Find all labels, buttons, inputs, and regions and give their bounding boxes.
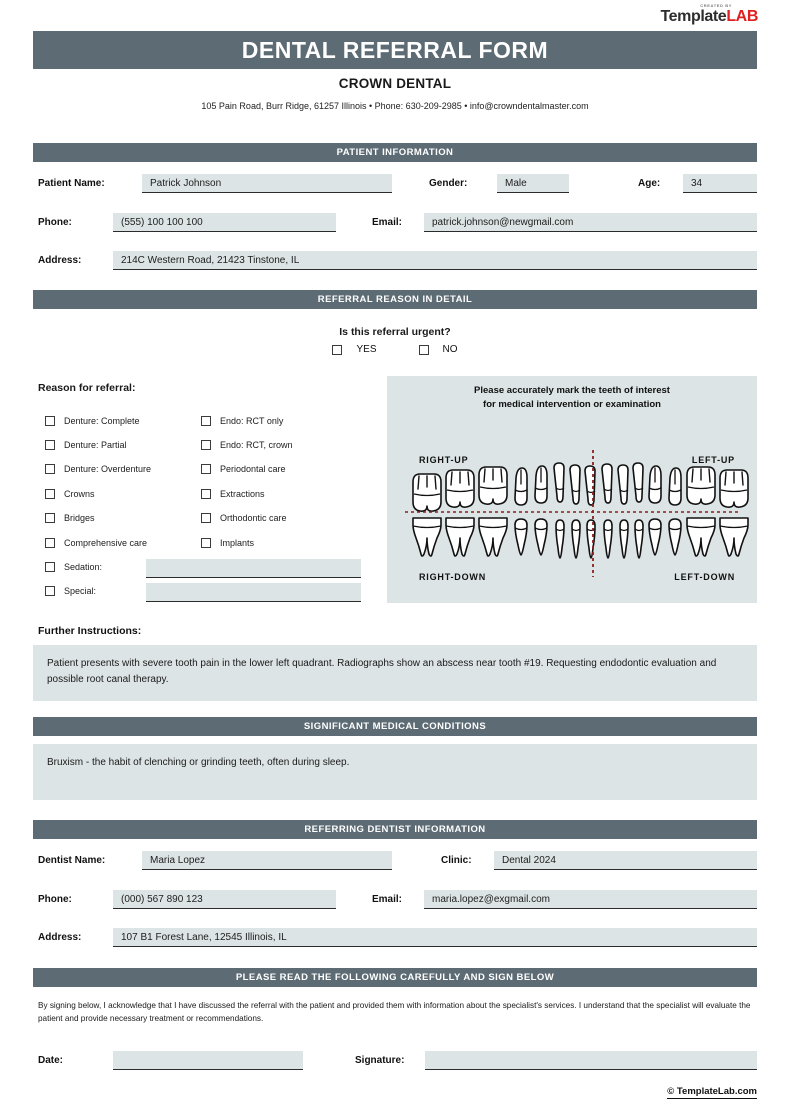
- quadrant-label-right-up: RIGHT-UP: [419, 455, 469, 465]
- checkbox-special[interactable]: [45, 586, 55, 596]
- patient-email-input[interactable]: patrick.johnson@newgmail.com: [424, 213, 757, 232]
- reason-option-sedation[interactable]: [45, 562, 102, 572]
- checkbox-extractions[interactable]: [201, 489, 211, 499]
- logo-word-lab: LAB: [726, 8, 758, 25]
- checkbox-denture-complete[interactable]: [45, 416, 55, 426]
- footer-copyright[interactable]: © TemplateLab.com: [667, 1086, 757, 1097]
- section-header-referral-reason-text: REFERRAL REASON IN DETAIL: [317, 294, 473, 305]
- page-title-text: DENTAL REFERRAL FORM: [241, 36, 549, 63]
- patient-address-label: Address:: [38, 255, 82, 266]
- further-instructions-textarea[interactable]: Patient presents with severe tooth pain in the lower left quadrant. Radiographs show an abscess near tooth #19. Requesting endodontic evaluation and possible root canal therapy.: [33, 645, 757, 701]
- reason-option-label: Crowns: [64, 489, 95, 499]
- reason-option-implants[interactable]: [201, 538, 254, 548]
- reason-option-label: Endo: RCT only: [220, 416, 284, 426]
- patient-gender-input[interactable]: Male: [497, 174, 569, 193]
- dentist-clinic-label: Clinic:: [441, 855, 472, 866]
- urgent-no-checkbox[interactable]: [419, 345, 429, 355]
- checkbox-crowns[interactable]: [45, 489, 55, 499]
- reason-option-orthodontic-care[interactable]: [201, 513, 287, 523]
- reason-option-denture-complete[interactable]: [45, 416, 140, 426]
- reason-option-extractions[interactable]: [201, 489, 265, 499]
- further-instructions-label: Further Instructions:: [38, 625, 142, 637]
- reason-option-label: Comprehensive care: [64, 538, 148, 548]
- reason-option-crowns[interactable]: [45, 489, 95, 499]
- urgent-options-row: [0, 344, 790, 355]
- patient-name-input[interactable]: Patrick Johnson: [142, 174, 392, 193]
- patient-address-input[interactable]: 214C Western Road, 21423 Tinstone, IL: [113, 251, 757, 270]
- teeth-caption-line1: Please accurately mark the teeth of interest: [474, 385, 670, 396]
- urgent-no-label: NO: [442, 344, 458, 355]
- special-label: Special:: [64, 586, 97, 596]
- checkbox-bridges[interactable]: [45, 513, 55, 523]
- reason-option-label: Extractions: [220, 489, 265, 499]
- section-header-referral-reason: [33, 290, 757, 309]
- sedation-input[interactable]: [146, 559, 361, 578]
- reason-option-label: Denture: Partial: [64, 440, 127, 450]
- date-input[interactable]: [113, 1051, 303, 1070]
- clinic-name: CROWN DENTAL: [338, 76, 452, 91]
- reason-option-denture-partial[interactable]: [45, 440, 127, 450]
- reason-option-label: Implants: [220, 538, 255, 548]
- teeth-diagram-svg[interactable]: [387, 376, 757, 603]
- checkbox-endo-rct-crown[interactable]: [201, 440, 211, 450]
- logo-kicker: CREATED BY: [700, 3, 732, 8]
- reason-option-comprehensive-care[interactable]: [45, 538, 147, 548]
- logo-word-template: Template: [660, 8, 727, 25]
- section-header-patient-text: PATIENT INFORMATION: [336, 147, 454, 158]
- checkbox-periodontal-care[interactable]: [201, 464, 211, 474]
- patient-phone-input[interactable]: (555) 100 100 100: [113, 213, 336, 232]
- reason-option-endo-rct-crown[interactable]: [201, 440, 293, 450]
- urgent-yes-label: YES: [356, 344, 377, 355]
- sedation-label: Sedation:: [64, 562, 103, 572]
- reason-option-label: Denture: Complete: [64, 416, 140, 426]
- patient-name-label: Patient Name:: [38, 178, 105, 189]
- reason-option-endo-rct-only[interactable]: [201, 416, 283, 426]
- reason-option-denture-overdenture[interactable]: [45, 464, 151, 474]
- reason-option-label: Periodontal care: [220, 464, 286, 474]
- dentist-phone-input[interactable]: (000) 567 890 123: [113, 890, 336, 909]
- patient-age-label: Age:: [638, 178, 661, 189]
- checkbox-denture-overdenture[interactable]: [45, 464, 55, 474]
- reason-option-label: Endo: RCT, crown: [220, 440, 293, 450]
- dentist-clinic-input[interactable]: Dental 2024: [494, 851, 757, 870]
- patient-email-label: Email:: [372, 217, 403, 228]
- patient-phone-label: Phone:: [38, 217, 72, 228]
- dentist-name-input[interactable]: Maria Lopez: [142, 851, 392, 870]
- section-header-medical-text: SIGNIFICANT MEDICAL CONDITIONS: [303, 721, 487, 732]
- reason-option-label: Orthodontic care: [220, 513, 287, 523]
- section-header-medical: [33, 717, 757, 736]
- dentist-phone-label: Phone:: [38, 894, 72, 905]
- section-header-sign-text: PLEASE READ THE FOLLOWING CAREFULLY AND SIGN BELOW: [235, 972, 555, 983]
- clinic-contact-line: 105 Pain Road, Burr Ridge, 61257 Illinois • Phone: 630-209-2985 • info@crowndentalmaster.com: [201, 101, 589, 111]
- checkbox-comprehensive-care[interactable]: [45, 538, 55, 548]
- signature-legal-text: By signing below, I acknowledge that I have discussed the referral with the patient and provided them with information about the specialist's services. I understand that the specialist will evaluate the patient and provide necessary treatment or recommendations.: [38, 1001, 751, 1023]
- checkbox-sedation[interactable]: [45, 562, 55, 572]
- reason-option-periodontal-care[interactable]: [201, 464, 286, 474]
- patient-gender-label: Gender:: [429, 178, 468, 189]
- logo-wordmark: [660, 9, 758, 25]
- dentist-email-input[interactable]: maria.lopez@exgmail.com: [424, 890, 757, 909]
- quadrant-label-right-down: RIGHT-DOWN: [419, 572, 486, 582]
- patient-age-input[interactable]: 34: [683, 174, 757, 193]
- section-header-patient: [33, 143, 757, 162]
- section-header-sign: [33, 968, 757, 987]
- templatelab-logo: [660, 4, 758, 25]
- checkbox-endo-rct-only[interactable]: [201, 416, 211, 426]
- quadrant-label-left-down: LEFT-DOWN: [674, 572, 735, 582]
- urgent-yes-checkbox[interactable]: [332, 345, 342, 355]
- quadrant-label-left-up: LEFT-UP: [691, 455, 735, 465]
- date-label: Date:: [38, 1055, 64, 1066]
- section-header-dentist: [33, 820, 757, 839]
- reason-option-bridges[interactable]: [45, 513, 95, 523]
- dentist-address-label: Address:: [38, 932, 82, 943]
- reason-for-referral-title: Reason for referral:: [38, 382, 136, 394]
- page-title: [33, 31, 757, 69]
- signature-label: Signature:: [355, 1055, 405, 1066]
- teeth-caption-line2: for medical intervention or examination: [483, 399, 661, 411]
- reason-option-label: Denture: Overdenture: [64, 464, 152, 474]
- checkbox-orthodontic-care[interactable]: [201, 513, 211, 523]
- reason-option-special[interactable]: [45, 586, 96, 596]
- dentist-address-input[interactable]: 107 B1 Forest Lane, 12545 Illinois, IL: [113, 928, 757, 947]
- dentist-email-label: Email:: [372, 894, 403, 905]
- special-input[interactable]: [146, 583, 361, 602]
- section-header-dentist-text: REFERRING DENTIST INFORMATION: [304, 824, 486, 835]
- checkbox-implants[interactable]: [201, 538, 211, 548]
- medical-conditions-textarea[interactable]: Bruxism - the habit of clenching or grinding teeth, often during sleep.: [33, 744, 757, 800]
- reason-option-label: Bridges: [64, 513, 95, 523]
- teeth-chart-panel[interactable]: [387, 376, 757, 603]
- signature-input[interactable]: [425, 1051, 757, 1070]
- checkbox-denture-partial[interactable]: [45, 440, 55, 450]
- urgent-question: Is this referral urgent?: [339, 326, 451, 338]
- dentist-name-label: Dentist Name:: [38, 855, 106, 866]
